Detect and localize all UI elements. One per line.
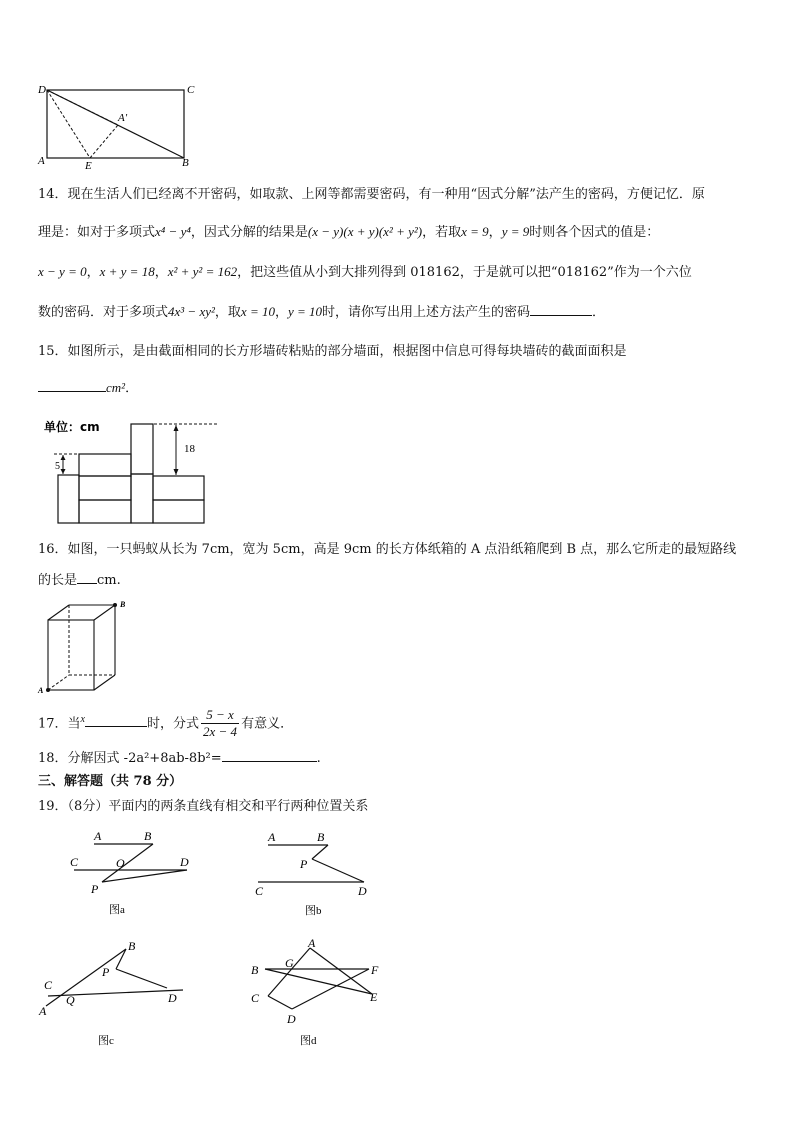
q17-denominator: 2x − 4	[203, 724, 238, 740]
q15-line-2	[38, 378, 758, 399]
fig19a-caption: 图a	[109, 904, 125, 916]
q14-value-2: x + y = 18	[99, 264, 155, 279]
q16-line-2	[38, 570, 758, 591]
fig15-label-5: 5	[55, 461, 60, 472]
q17-answer-blank[interactable]	[85, 713, 147, 727]
fig19b-label-P: P	[300, 857, 308, 871]
fig19c-label-B: B	[128, 939, 136, 953]
q18-line	[38, 748, 758, 769]
fig16-label-B: B	[120, 600, 126, 609]
q14-period: ．	[592, 305, 606, 320]
fig19b-label-D: D	[358, 884, 367, 898]
fig15-unit-label: 单位：cm	[44, 420, 100, 434]
fig19b-label-A: A	[268, 830, 276, 844]
q14-text-1: 14．现在生活人们已经离不开密码，如取款、上网等都需要密码，有一种用“因式分解”法产生的密码，方便记忆．原	[38, 187, 705, 202]
fig19d-caption: 图d	[300, 1035, 317, 1047]
q18-text-b: .	[316, 751, 321, 766]
figure-19c	[34, 936, 194, 1051]
q19-text-1: 19．（8分）平面内的两条直线有相交和平行两种位置关系	[38, 799, 369, 814]
fig19b-label-B: B	[317, 830, 325, 844]
fig19b-caption: 图b	[305, 905, 322, 917]
q14-value-1: x − y = 0	[38, 264, 87, 279]
fig19a-label-B: B	[144, 829, 152, 843]
label-B: B	[182, 157, 189, 169]
fig19d-label-C: C	[251, 991, 260, 1005]
fig19d-label-E: E	[370, 990, 378, 1004]
q14-line-2	[38, 222, 758, 243]
q14-comma: ，	[274, 305, 288, 320]
fig19c-label-C: C	[44, 978, 53, 992]
figure-19b	[250, 825, 390, 920]
q14-value-3: x² + y² = 162	[167, 264, 238, 279]
q17-text-c: 有意义．	[241, 716, 294, 732]
q14-text-4a: 数的密码．对于多项式	[38, 305, 169, 320]
fig16-label-A: A	[38, 686, 44, 695]
q14-x10: x = 10	[240, 304, 275, 319]
fig19a-label-C: C	[70, 855, 79, 869]
label-D: D	[38, 84, 46, 96]
section-title: 三、解答题（共 78 分）	[38, 774, 183, 789]
q19-line-1	[38, 797, 758, 817]
q16-text-2a: 的长是	[38, 573, 78, 588]
q14-text-3f: ，把这些值从小到大排列得到 018162，于是就可以把“018162”作为一个六位	[237, 265, 692, 280]
q14-y10: y = 10	[287, 304, 323, 319]
figure-q16-box	[36, 600, 136, 695]
q15-line-1	[38, 342, 758, 362]
fig19a-label-D: D	[180, 855, 189, 869]
q17-fraction	[201, 707, 239, 740]
fig19d-label-B: B	[251, 963, 259, 977]
figure-19a	[60, 825, 210, 920]
q14-polynomial: x⁴ − y⁴	[155, 224, 191, 239]
fig19c-label-D: D	[168, 991, 177, 1005]
q16-answer-blank[interactable]	[77, 570, 97, 584]
q16-text-2b: cm.	[97, 573, 121, 588]
figure-19d	[240, 936, 400, 1051]
q17-var-x: x	[80, 714, 85, 725]
fig19d-label-F: F	[371, 963, 379, 977]
q14-comma: ，	[86, 265, 100, 280]
q14-polynomial-2: 4x³ − xy²	[168, 304, 215, 319]
q14-line-4	[38, 302, 758, 323]
fig19d-label-D: D	[287, 1012, 296, 1026]
fig19c-caption: 图c	[98, 1035, 114, 1047]
q14-comma: ，	[488, 225, 502, 240]
q15-text-1: 15．如图所示，是由截面相同的长方形墙砖粘贴的部分墙面，根据图中信息可得每块墙砖的截面面积是	[38, 344, 627, 359]
figure-q15-wall-bricks	[36, 415, 236, 530]
fig19a-label-O: O	[116, 856, 125, 870]
q17-numerator: 5 − x	[201, 707, 239, 724]
q17-text-a: 17．当	[38, 716, 81, 732]
q14-text-4b: ，取	[214, 305, 241, 320]
fig19c-label-Q: Q	[66, 993, 75, 1007]
q18-text-a: 18．分解因式 -2a²+8ab-8b²=	[38, 751, 222, 766]
q14-line-3	[38, 262, 758, 283]
q14-x-value: x = 9	[461, 224, 489, 239]
q14-text-2e: 时则各个因式的值是：	[529, 225, 660, 240]
q14-factorization: (x − y)(x + y)(x² + y²)	[307, 224, 423, 239]
fig19c-label-A: A	[39, 1004, 47, 1018]
fig19d-label-G: G	[285, 956, 294, 970]
q16-text-1: 16．如图，一只蚂蚁从长为 7cm，宽为 5cm，高是 9cm 的长方体纸箱的 A 点沿纸箱爬到 B 点，那么它所走的最短路线	[38, 542, 737, 557]
section-heading	[38, 772, 758, 792]
fig15-label-18: 18	[184, 443, 195, 455]
q14-answer-blank[interactable]	[530, 302, 592, 316]
q14-comma: ，	[154, 265, 168, 280]
label-A-prime: A′	[118, 112, 128, 124]
fig19a-label-A: A	[94, 829, 102, 843]
fig19d-label-A: A	[308, 936, 316, 950]
fig19c-label-P: P	[102, 965, 110, 979]
q14-y-value: y = 9	[501, 224, 530, 239]
label-A: A	[38, 155, 45, 167]
fig19a-label-P: P	[91, 882, 99, 896]
q15-answer-blank[interactable]	[38, 378, 106, 392]
q15-period: ．	[125, 381, 139, 396]
q16-line-1	[38, 540, 758, 560]
q17-line	[38, 705, 758, 740]
q15-unit: cm²	[106, 380, 126, 395]
q18-answer-blank[interactable]	[222, 748, 317, 762]
q14-text-2b: ，因式分解的结果是	[190, 225, 308, 240]
q14-text-2c: ，若取	[422, 225, 462, 240]
q14-text-4d: 时，请你写出用上述方法产生的密码	[322, 305, 531, 320]
fig19b-label-C: C	[255, 884, 264, 898]
figure-q13-rectangle	[30, 80, 200, 170]
q14-text-2a: 理是：如对于多项式	[38, 225, 156, 240]
q17-text-b: 时，分式	[147, 716, 200, 732]
q14-line-1	[38, 185, 758, 205]
label-C: C	[187, 84, 195, 96]
label-E: E	[85, 160, 92, 170]
